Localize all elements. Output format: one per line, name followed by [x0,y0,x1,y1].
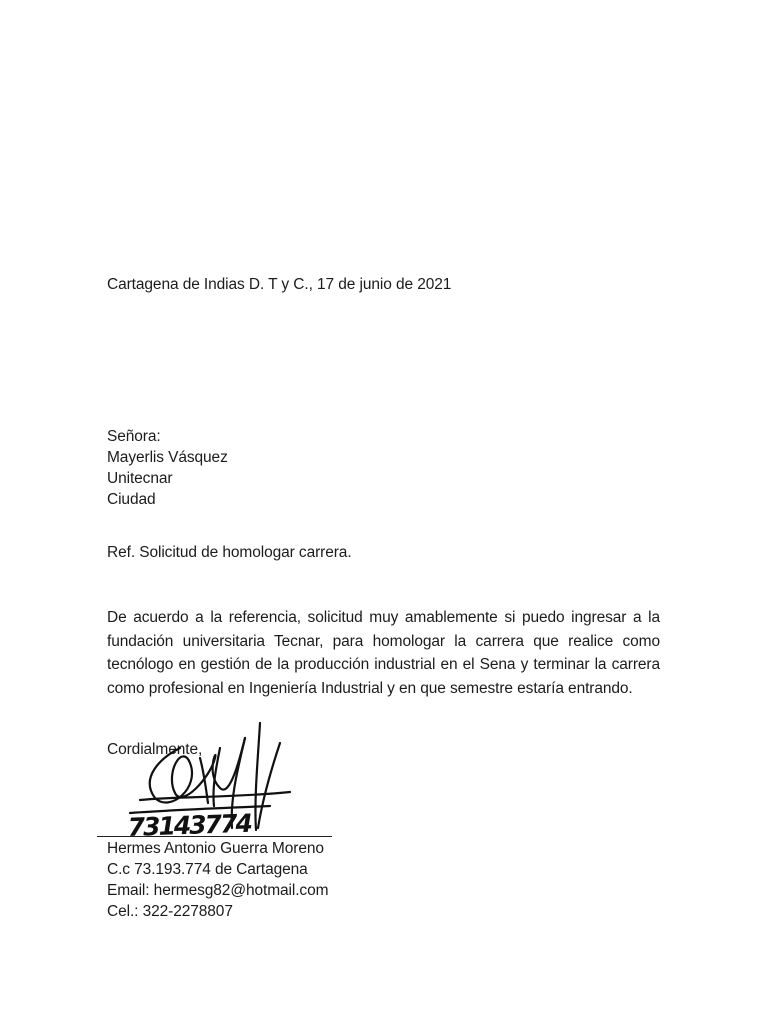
signer-id: C.c 73.193.774 de Cartagena [107,861,308,878]
signer-name: Hermes Antonio Guerra Moreno [107,840,324,857]
signer-email: Email: hermesg82@hotmail.com [107,882,329,899]
reference-line: Ref. Solicitud de homologar carrera. [107,544,352,561]
recipient-name: Mayerlis Vásquez [107,449,228,466]
recipient-city: Ciudad [107,491,156,508]
signature-number: 73143774 [127,808,252,842]
body-paragraph: De acuerdo a la referencia, solicitud muy amablemente si puedo ingresar a la fundación universitaria Tecnar, para homologar la carrera que realice como tecnólogo en gestión de la producción industrial en el Sena y terminar la carrera como profesional en Ingeniería Industrial y en que semestre estaría entrando. [107,609,660,697]
signer-block [107,838,328,922]
handwritten-signature [120,718,300,848]
date-line: Cartagena de Indias D. T y C., 17 de junio de 2021 [107,276,452,293]
signature-line [97,836,332,837]
recipient-salutation: Señora: [107,428,161,445]
closing-line: Cordialmente, [107,741,203,758]
recipient-institution: Unitecnar [107,470,173,487]
recipient-block [107,426,228,510]
signer-phone: Cel.: 322-2278807 [107,903,233,920]
